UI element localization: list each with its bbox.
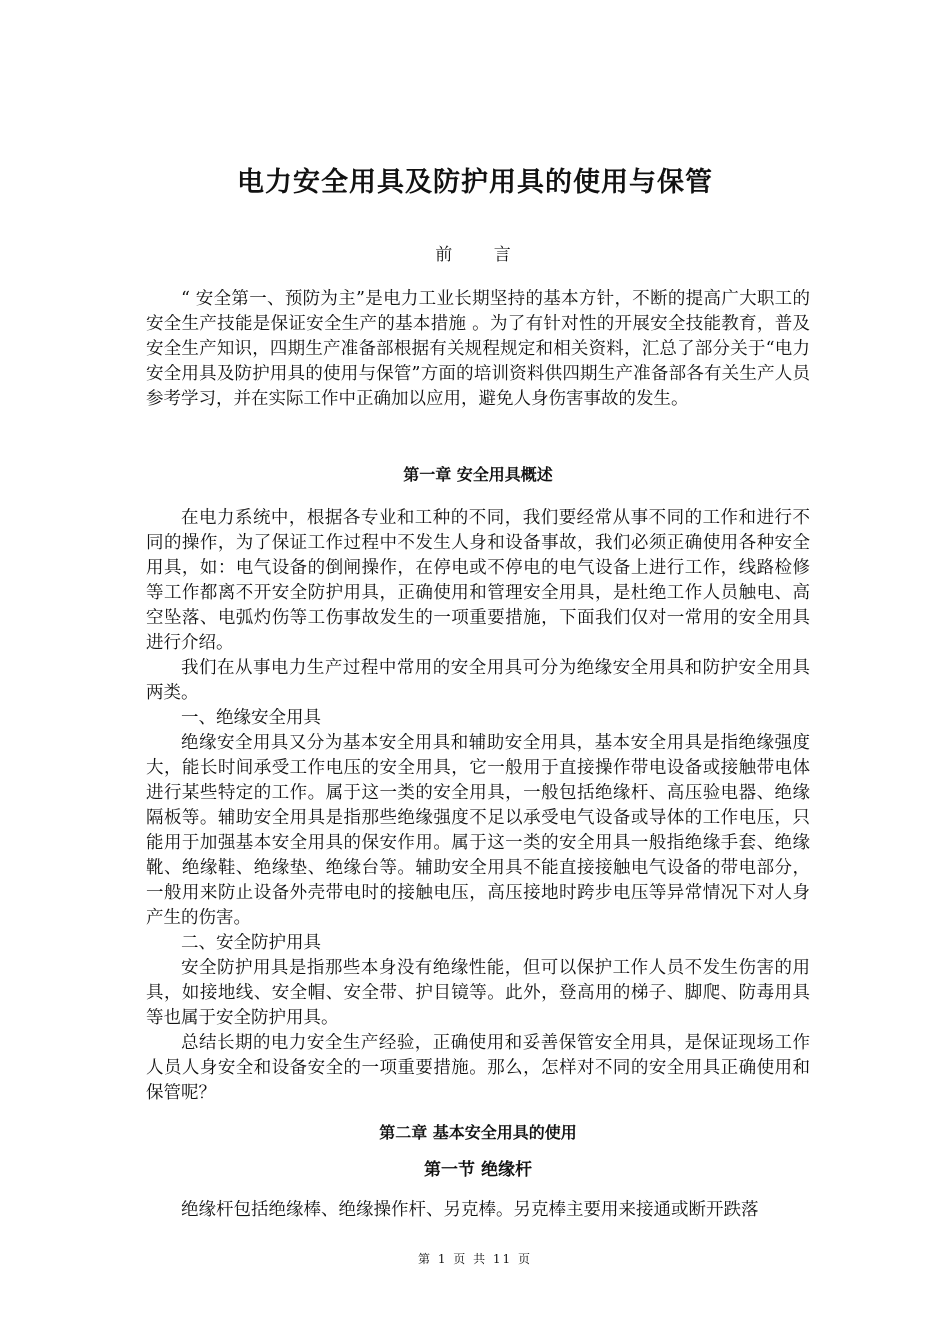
subheading-insulating-tools: 一、绝缘安全用具: [181, 708, 321, 728]
chapter1-heading: 第一章 安全用具概述: [403, 465, 553, 484]
document-title: 电力安全用具及防护用具的使用与保管: [237, 167, 713, 198]
page-footer: 第 1 页 共 11 页: [418, 1252, 532, 1266]
section1-heading-wrap: [146, 1155, 810, 1180]
subheading-protective-tools: 二、安全防护用具: [181, 933, 321, 953]
paragraph: 安全防护用具是指那些本身没有绝缘性能，但可以保护工作人员不发生伤害的用具，如接地线、安全帽、安全带、护目镜等。此外，登高用的梯子、脚爬、防毒用具等也属于安全防护用具。: [146, 958, 810, 1028]
paragraph: 总结长期的电力安全生产经验，正确使用和妥善保管安全用具，是保证现场工作人员人身安全和设备安全的一项重要措施。那么，怎样对不同的安全用具正确使用和保管呢？: [146, 1033, 810, 1103]
preface-heading: 前 言: [435, 245, 529, 265]
paragraph: 绝缘安全用具又分为基本安全用具和辅助安全用具，基本安全用具是指绝缘强度大，能长时间承受工作电压的安全用具，它一般用于直接操作带电设备或接触带电体进行某些特定的工作。属于这一类的安全用具，一般包括绝缘杆、高压验电器、绝缘隔板等。辅助安全用具是指那些绝缘强度不足以承受电气设备或导体的工作电压，只能用于加强基本安全用具的保安作用。属于这一类的安全用具一般指绝缘手套、绝缘靴、绝缘鞋、绝缘垫、绝缘台等。辅助安全用具不能直接接触电气设备的带电部分，一般用来防止设备外壳带电时的接触电压，高压接地时跨步电压等异常情况下对人身产生的伤害。: [146, 733, 810, 928]
section1-heading: 第一节 绝缘杆: [424, 1160, 532, 1180]
paragraph: 我们在从事电力生产过程中常用的安全用具可分为绝缘安全用具和防护安全用具两类。: [146, 658, 810, 703]
preface-paragraph: “ 安全第一、预防为主”是电力工业长期坚持的基本方针，不断的提高广大职工的安全生产技能是保证安全生产的基本措施 。为了有针对性的开展安全技能教育，普及安全生产知识，四期生产准备部根据有关规程规定和相关资料，汇总了部分关于“电力安全用具及防护用具的使用与保管”方面的培训资料供四期生产准备部各有关生产人员参考学习，并在实际工作中正确加以应用，避免人身伤害事故的发生。: [146, 289, 810, 409]
chapter1-heading-wrap: [146, 462, 810, 485]
paragraph: 绝缘杆包括绝缘棒、绝缘操作杆、另克棒。另克棒主要用来接通或断开跌落: [181, 1200, 759, 1220]
chapter2-heading: 第二章 基本安全用具的使用: [379, 1123, 577, 1142]
paragraph: 在电力系统中，根据各专业和工种的不同，我们要经常从事不同的工作和进行不同的操作，为了保证工作过程中不发生人身和设备事故，我们必须正确使用各种安全用具，如：电气设备的倒闸操作，在停电或不停电的电气设备上进行工作，线路检修等工作都离不开安全防护用具，正确使用和管理安全用具，是杜绝工作人员触电、高空坠落、电弧灼伤等工伤事故发生的一项重要措施，下面我们仅对一常用的安全用具进行介绍。: [146, 508, 810, 653]
section1-body: [146, 1198, 810, 1223]
chapter2-heading-wrap: [146, 1120, 810, 1143]
chapter1-body: [146, 506, 810, 1106]
preface-section: [146, 287, 810, 412]
